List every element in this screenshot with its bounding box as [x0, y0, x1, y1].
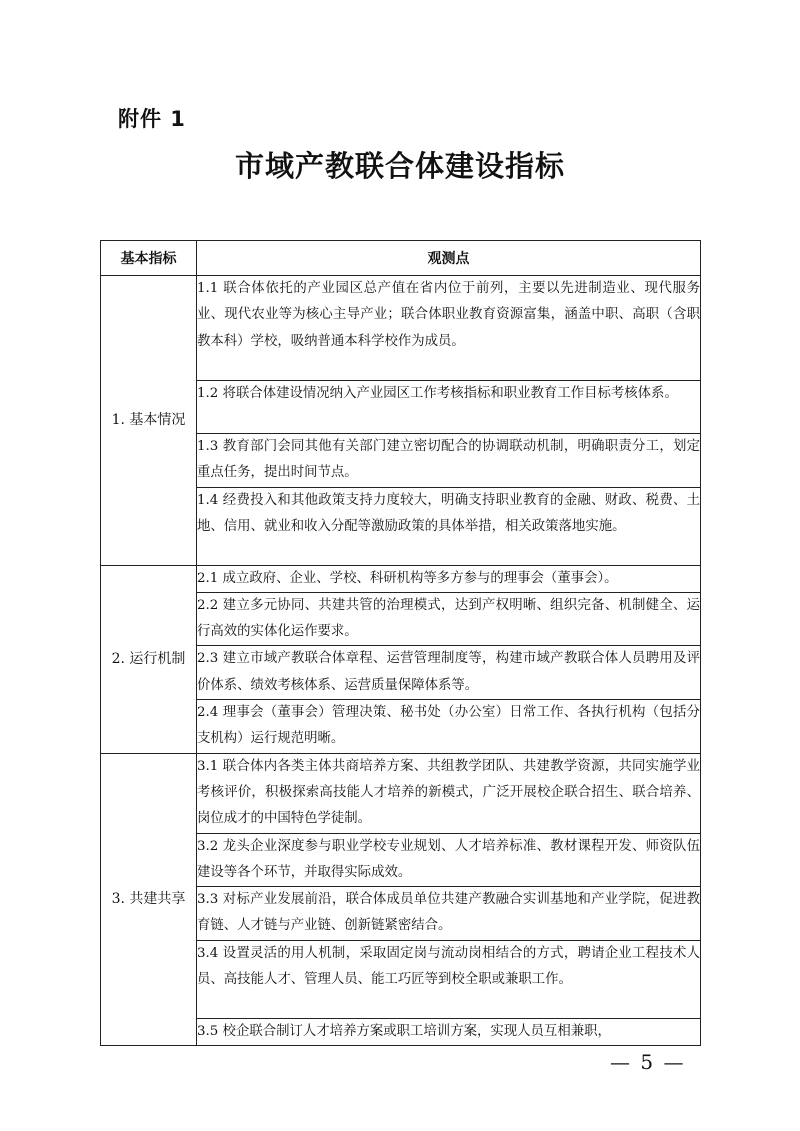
- observation-point: 3.1 联合体内各类主体共商培养方案、共组教学团队、共建教学资源，共同实施学业考核评价，积极探索高技能人才培养的新模式，广泛开展校企联合招生、联合培养、岗位成才的中国特色学徒制。: [197, 753, 701, 833]
- observation-point: 3.4 设置灵活的用人机制，采取固定岗与流动岗相结合的方式，聘请企业工程技术人员、高技能人才、管理人员、能工巧匠等到校全职或兼职工作。: [197, 940, 701, 1018]
- header-observation-point: 观测点: [197, 241, 701, 276]
- category-co-construction-sharing: 3. 共建共享: [101, 753, 197, 1045]
- observation-point: 3.5 校企联合制订人才培养方案或职工培训方案，实现人员互相兼职，: [197, 1018, 701, 1045]
- table-row: [101, 565, 701, 592]
- category-operation-mechanism: 2. 运行机制: [101, 565, 197, 753]
- table-row: [101, 276, 701, 381]
- observation-point: 1.2 将联合体建设情况纳入产业园区工作考核指标和职业教育工作目标考核体系。: [197, 381, 701, 434]
- category-basic-situation: 1. 基本情况: [101, 276, 197, 566]
- observation-point: 3.3 对标产业发展前沿，联合体成员单位共建产教融合实训基地和产业学院，促进教育链、人才链与产业链、创新链紧密结合。: [197, 887, 701, 941]
- observation-point: 2.1 成立政府、企业、学校、科研机构等多方参与的理事会（董事会）。: [197, 565, 701, 592]
- observation-point: 1.1 联合体依托的产业园区总产值在省内位于前列，主要以先进制造业、现代服务业、现代农业等为核心主导产业；联合体职业教育资源富集，涵盖中职、高职（含职教本科）学校，吸纳普通本科学校作为成员。: [197, 276, 701, 381]
- observation-point: 2.4 理事会（董事会）管理决策、秘书处（办公室）日常工作、各执行机构（包括分支机构）运行规范明晰。: [197, 700, 701, 754]
- indicator-table: [100, 240, 701, 1046]
- page-number: — 5 —: [610, 1050, 686, 1074]
- header-basic-indicator: 基本指标: [101, 241, 197, 276]
- table-row: [101, 753, 701, 833]
- observation-point: 1.3 教育部门会同其他有关部门建立密切配合的协调联动机制，明确职责分工，划定重点任务，提出时间节点。: [197, 434, 701, 488]
- document-title: 市域产教联合体建设指标: [234, 149, 565, 183]
- attachment-label: 附件 1: [118, 107, 186, 131]
- observation-point: 1.4 经费投入和其他政策支持力度较大，明确支持职业教育的金融、财政、税费、土地、信用、就业和收入分配等激励政策的具体举措，相关政策落地实施。: [197, 487, 701, 565]
- observation-point: 2.2 建立多元协同、共建共管的治理模式，达到产权明晰、组织完备、机制健全、运行高效的实体化运作要求。: [197, 592, 701, 646]
- observation-point: 2.3 建立市域产教联合体章程、运营管理制度等，构建市域产教联合体人员聘用及评价体系、绩效考核体系、运营质量保障体系等。: [197, 646, 701, 700]
- table-header-row: [101, 241, 701, 276]
- observation-point: 3.2 龙头企业深度参与职业学校专业规划、人才培养标准、教材课程开发、师资队伍建设等各个环节，并取得实际成效。: [197, 833, 701, 887]
